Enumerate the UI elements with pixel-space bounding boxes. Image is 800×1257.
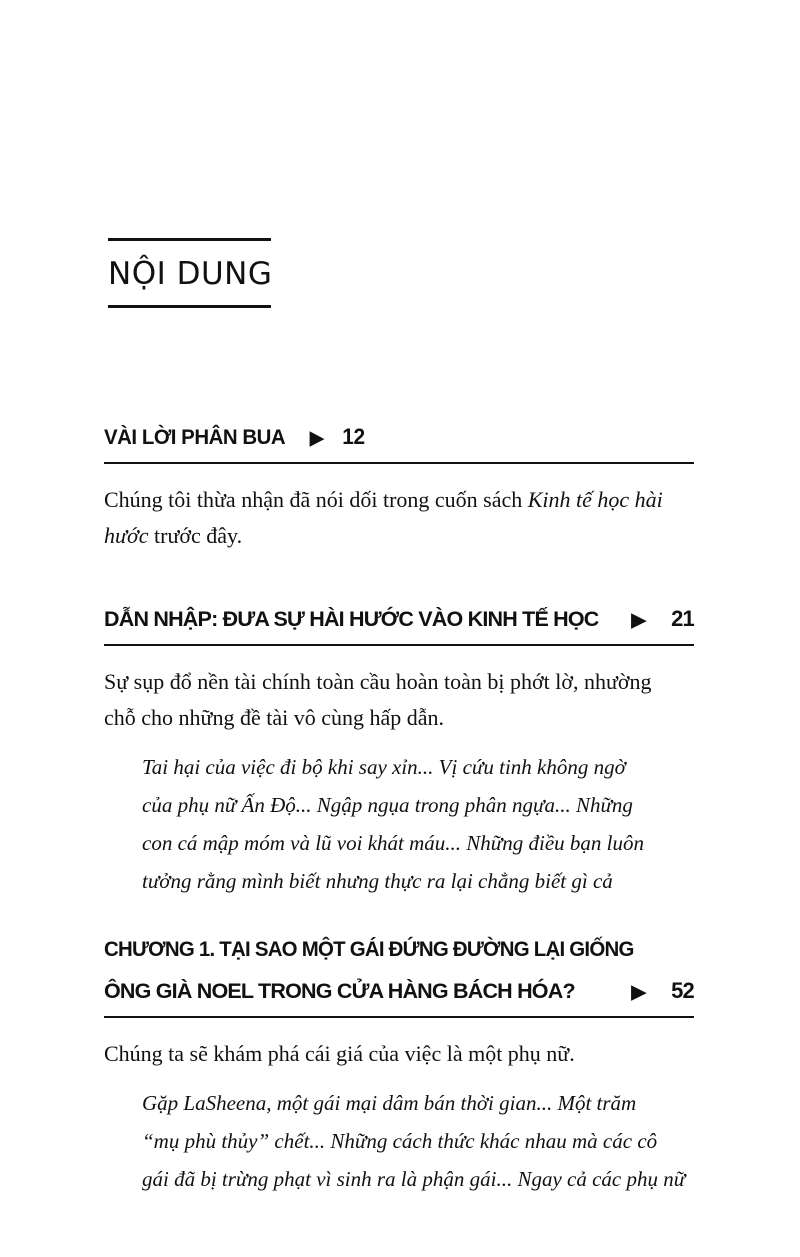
detail-line: Tai hại của việc đi bộ khi say xỉn... Vị cứu tinh không ngờ — [142, 755, 626, 779]
entry-page-number: 21 — [671, 606, 694, 631]
title-top-rule — [108, 238, 271, 241]
entry-page-number: 52 — [671, 978, 694, 1003]
entry-heading-line-2 — [104, 970, 694, 1014]
entry-page-number: 12 — [342, 424, 365, 449]
entry-divider — [104, 1016, 694, 1018]
entry-title: VÀI LỜI PHÂN BUA — [104, 425, 286, 449]
entry-title: DẪN NHẬP: ĐƯA SỰ HÀI HƯỚC VÀO KINH TẾ HỌC — [104, 607, 599, 631]
detail-line: gái đã bị trừng phạt vì sinh ra là phận gái... Ngay cả các phụ nữ — [142, 1167, 686, 1191]
detail-line: tưởng rằng mình biết nhưng thực ra lại chẳng biết gì cả — [142, 869, 613, 893]
entry-summary: Sự sụp đổ nền tài chính toàn cầu hoàn toàn bị phớt lờ, nhường chỗ cho những đề tài vô cùng hấp dẫn. — [104, 669, 652, 730]
entry-heading — [104, 598, 694, 642]
arrow-right-icon: ▶ — [631, 610, 646, 631]
detail-line: “mụ phù thủy” chết... Những cách thức khác nhau mà các cô — [142, 1129, 658, 1153]
entry-details — [142, 748, 694, 900]
detail-line: Gặp LaSheena, một gái mại dâm bán thời gian... Một trăm — [142, 1091, 637, 1115]
detail-line: con cá mập móm và lũ voi khát máu... Những điều bạn luôn — [142, 831, 644, 855]
toc-entry-chapter-1 — [104, 928, 694, 1198]
entry-divider — [104, 462, 694, 464]
entry-heading — [104, 416, 665, 460]
entry-summary: Chúng ta sẽ khám phá cái giá của việc là một phụ nữ. — [104, 1041, 575, 1066]
page-title: NỘI DUNG — [108, 256, 273, 292]
entry-summary: Chúng tôi thừa nhận đã nói dối trong cuốn sách Kinh tế học hài hước trước đây. — [104, 487, 663, 548]
entry-title: ÔNG GIÀ NOEL TRONG CỬA HÀNG BÁCH HÓA? — [104, 979, 575, 1003]
title-bottom-rule — [108, 305, 271, 308]
entry-heading-line-1: CHƯƠNG 1. TẠI SAO MỘT GÁI ĐỨNG ĐƯỜNG LẠI GIỐNG — [104, 937, 634, 961]
arrow-right-icon: ▶ — [631, 982, 646, 1003]
entry-divider — [104, 644, 694, 646]
toc-entry-preface — [104, 416, 694, 554]
detail-line: của phụ nữ Ấn Độ... Ngập ngụa trong phân ngựa... Những — [142, 793, 633, 817]
arrow-right-icon: ▶ — [309, 428, 324, 449]
entry-details — [142, 1084, 694, 1198]
toc-entry-introduction — [104, 598, 694, 900]
